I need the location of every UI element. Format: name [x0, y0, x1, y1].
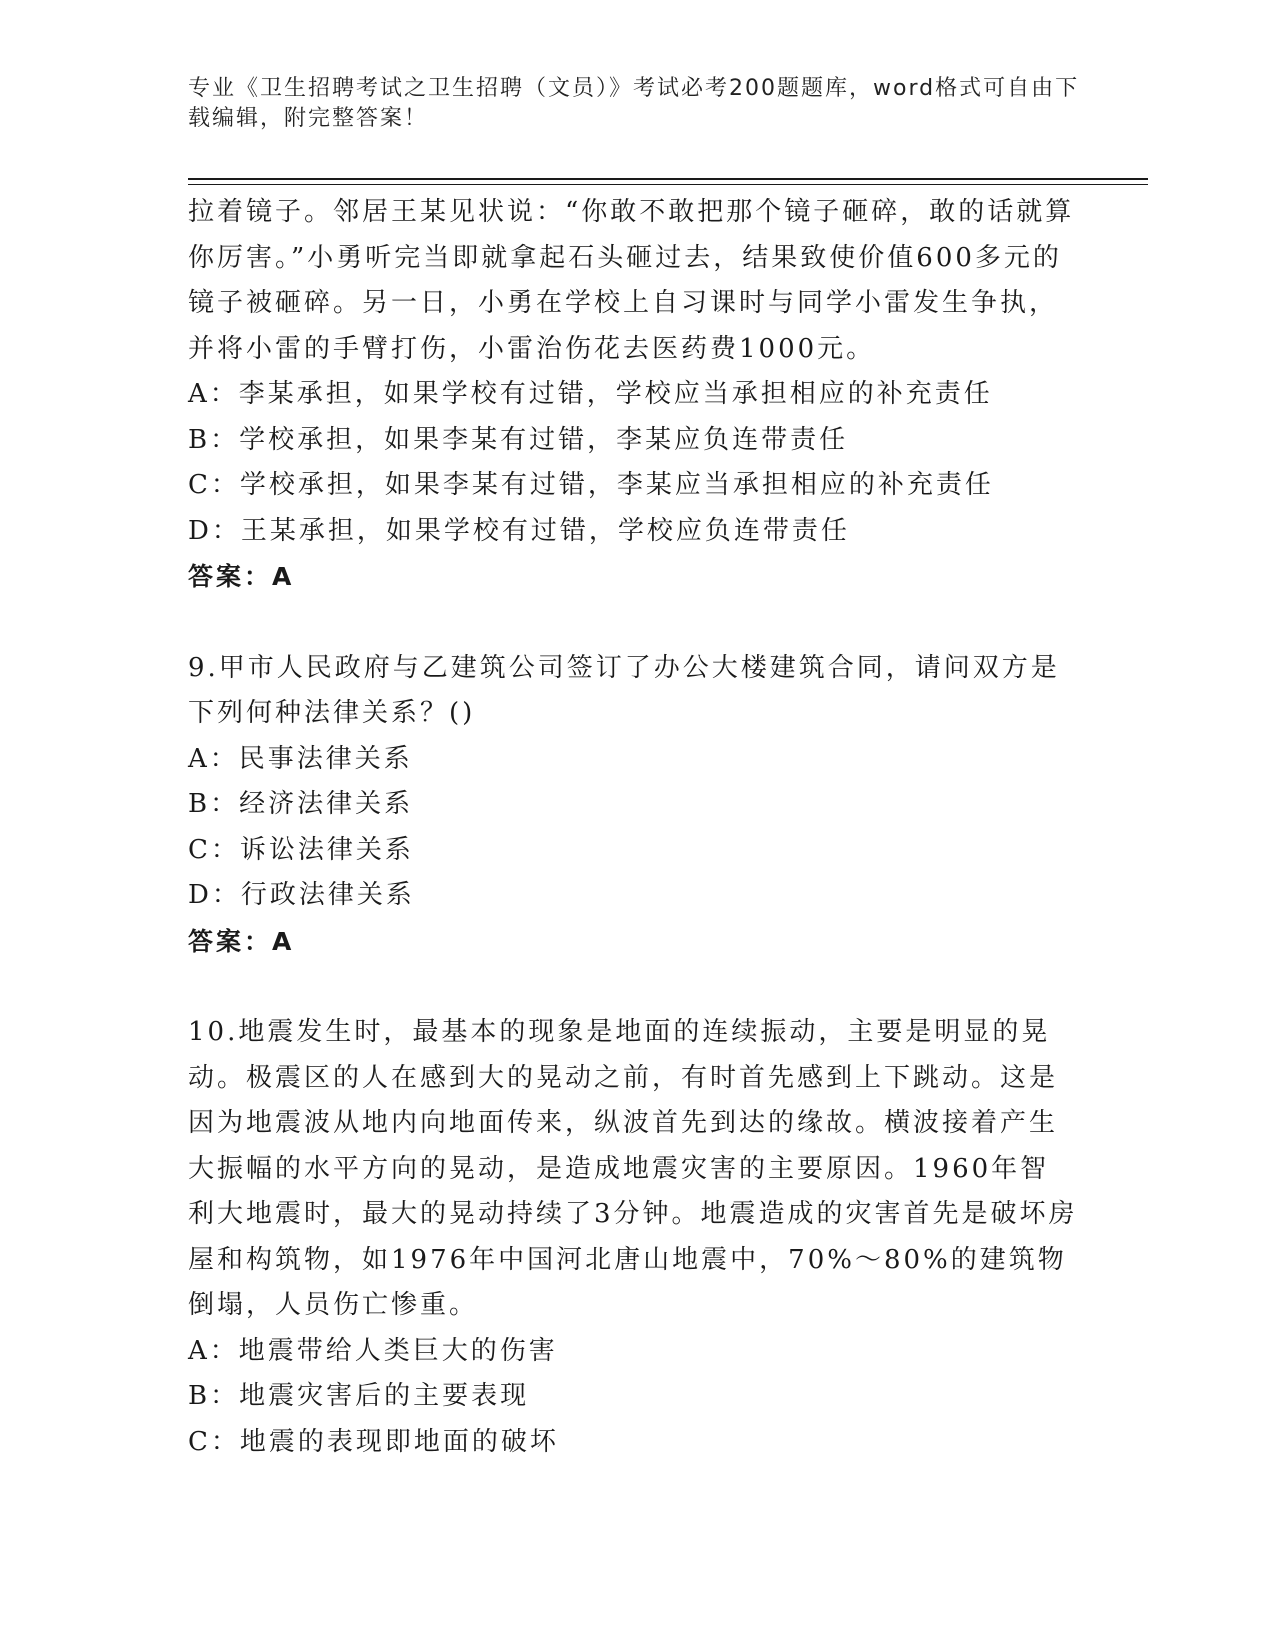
question-9-option-c: C：诉讼法律关系 [188, 834, 414, 865]
header-divider-thick [188, 178, 1148, 180]
question-8-option-c: C：学校承担，如果李某有过错，李某应当承担相应的补充责任 [188, 470, 994, 500]
page-header: 专业《卫生招聘考试之卫生招聘（文员）》考试必考200题题库，word格式可自由下载编辑，附完整答案！ [188, 76, 1080, 131]
question-10-option-b: B：地震灾害后的主要表现 [188, 1381, 530, 1411]
question-10-option-c: C：地震的表现即地面的破坏 [188, 1426, 559, 1457]
spacer [188, 600, 1078, 646]
question-9-stem: 9.甲市人民政府与乙建筑公司签订了办公大楼建筑合同，请问双方是下列何种法律关系？() [188, 652, 1060, 728]
question-9-option-d: D：行政法律关系 [188, 880, 415, 910]
header-divider-thin [188, 184, 1148, 185]
question-content [188, 190, 1078, 1465]
question-9-option-b: B：经济法律关系 [188, 789, 414, 819]
question-8-option-d: D：王某承担，如果学校有过错，学校应负连带责任 [188, 515, 850, 546]
question-8-answer: 答案：A [188, 562, 295, 591]
question-8-stem: 拉着镜子。邻居王某见状说：“你敢不敢把那个镜子砸碎，敢的话就算你厉害。”小勇听完当即就拿起石头砸过去，结果致使价值600多元的镜子被砸碎。另一日，小勇在学校上自习课时与同学小雷发生争执，并将小雷的手臂打伤，小雷治伤花去医药费1000元。 [188, 197, 1075, 364]
question-8-block [188, 190, 1078, 600]
question-9-block [188, 646, 1078, 965]
question-9-answer: 答案：A [188, 926, 295, 956]
question-10-option-a: A：地震带给人类巨大的伤害 [188, 1335, 558, 1366]
question-10-block [188, 1010, 1078, 1465]
question-10-stem: 10.地震发生时，最基本的现象是地面的连续振动，主要是明显的晃动。极震区的人在感到大的晃动之前，有时首先感到上下跳动。这是因为地震波从地内向地面传来，纵波首先到达的缘故。横波接着产生大振幅的水平方向的晃动，是造成地震灾害的主要原因。1960年智利大地震时，最大的晃动持续了3分钟。地震造成的灾害首先是破坏房屋和构筑物，如1976年中国河北唐山地震中，70%～80%的建筑物倒塌，人员伤亡惨重。 [188, 1017, 1078, 1320]
question-9-option-a: A：民事法律关系 [188, 743, 413, 774]
spacer [188, 964, 1078, 1010]
question-8-option-a: A：李某承担，如果学校有过错，学校应当承担相应的补充责任 [188, 379, 993, 409]
question-8-option-b: B：学校承担，如果李某有过错，李某应负连带责任 [188, 424, 849, 455]
